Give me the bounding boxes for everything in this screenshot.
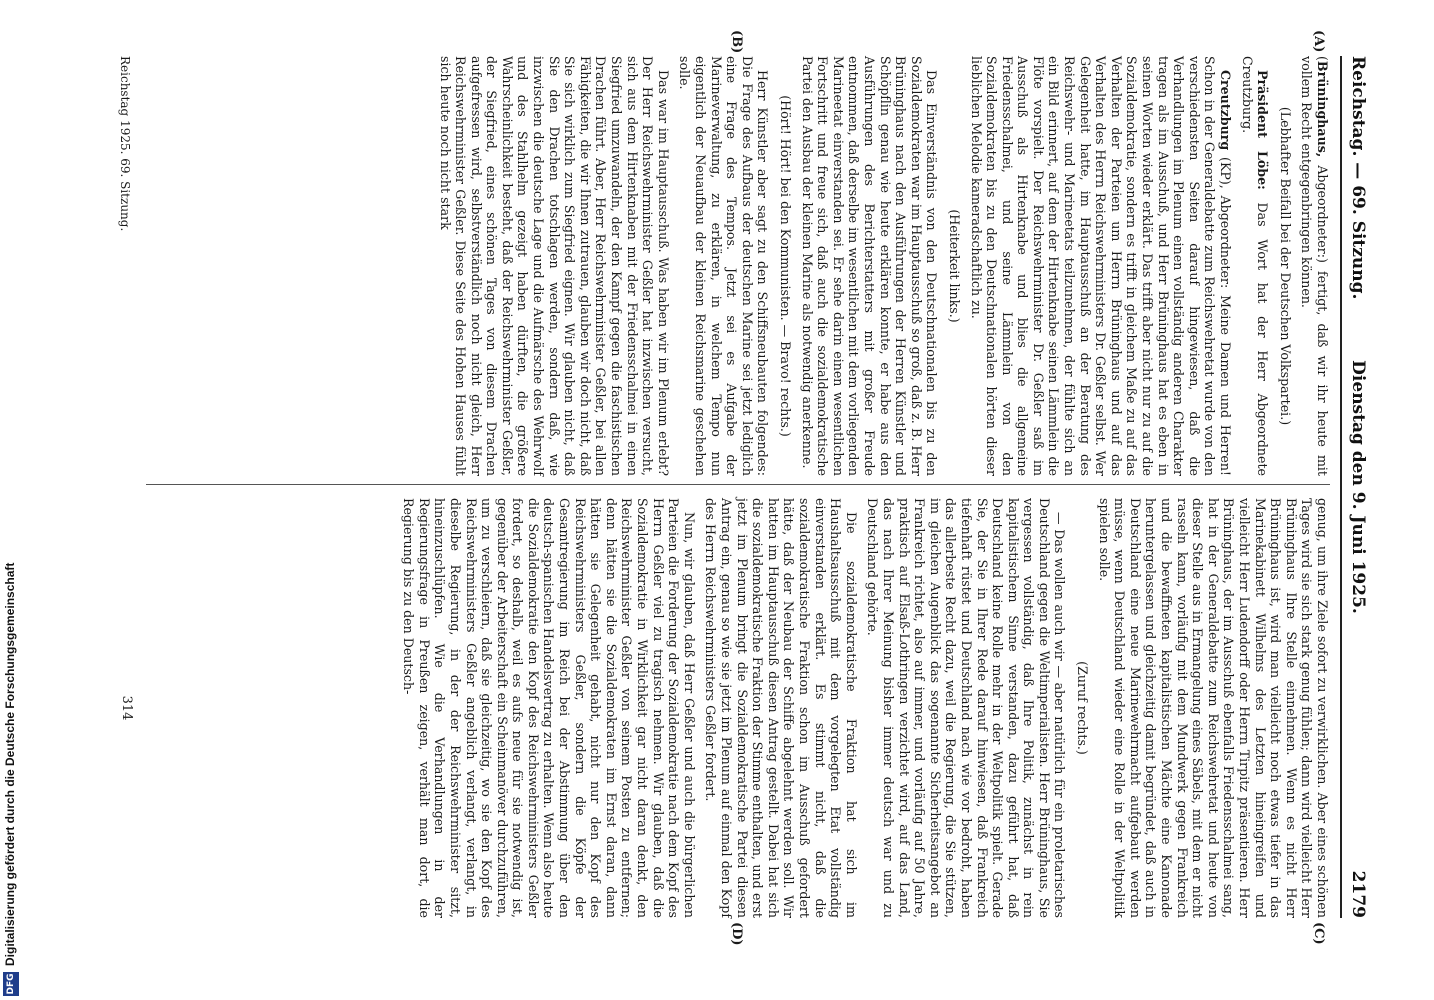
column-divider [146, 484, 1330, 485]
margin-marker-a: (A) [1311, 30, 1326, 53]
margin-marker-c: (C) [1311, 922, 1326, 945]
header-rule [1340, 56, 1342, 918]
stage-direction: (Hört! Hört! bei den Kommunisten. — Bravo! rechts.) [778, 95, 793, 437]
speaker-name: Präsident Löbe: [1255, 70, 1271, 190]
stage-direction: (Zuruf rechts.) [1075, 661, 1091, 755]
dfg-logo: DFG [3, 972, 19, 996]
paragraph-text: (KP), Abgeordneter: Meine Damen und Herren! Schon in der Generaldebatte zum Reichswehretat wurde von den verschiedensten Seiten darauf hingewiesen, daß die Verhandlungen im Plenum einen vollständig anderen Charakter tragen als im Ausschuß, und Herr Brüninghaus hat es eben in seinen Worten wieder erklärt. Das trifft aber nicht nur zu auf die Sozialdemokratie, sondern es trifft in gleichem Maße zu auf das Verhalten der Parteien um Herrn Brüninghaus und auf das Verhalten des Herrn Reichswehrministers Dr. Geßler selbst. Wer Gelegenheit hatte, im Hauptausschuß an der Beratung des Reichswehr- und Marineetats teilzunehmen, der fühlte sich an ein Bild erinnert, auf dem der Hirtenknabe seinen Lämmlein die Flöte vorspielt. Der Reichswehrminister Dr. Geßler saß im Ausschuß als Hirtenknabe und blies die allgemeine Friedensschalmei, und seine Lämmlein von den Sozialdemokraten bis zu den Deutschnationalen hörten dieser lieblichen Melodie kameradschaftlich zu. [968, 56, 1234, 476]
paragraph: Das Einverständnis von den Deutschnationalen bis zu den Sozialdemokraten war im Hauptausschuß so groß, daß z. B. Herr Brüninghaus nach den Ausführungen der Herren Künstler und Schöpflin genau wie heute erklären konnte, er habe aus den Ausführungen des Berichterstatters mit großer Freude entnommen, daß derselbe im wesentlichen mit dem vorliegenden Marineetat einverstanden sei. Er sehe darin einen wesentlichen Fortschritt und freue sich, daß auch die sozialdemokratische Partei den Ausbau der kleinen Marine als notwendig anerkenne. [799, 56, 940, 476]
paragraph: genug, um ihre Ziele sofort zu verwirklichen. Aber eines schönen Tages wird sie sich stark genug fühlen; dann wird vielleicht Herr Brüninghaus Ihre Stelle einnehmen. Wenn es nicht Herr Brüninghaus ist, wird man vielleicht noch etwas tiefer in das Marinekabinett Wilhelms des Letzten hineingreifen und vielleicht Herr Ludendorff oder Herrn Tirpitz präsentieren. Herr Brüninghaus, der im Ausschuß ebenfalls Friedensschalmei sang, hat in der Generaldebatte zum Reichswehretat und heute von dieser Stelle aus in Ermangelung eines Säbels, mit dem er nicht rasseln kann, vorläufig mit dem Mundwerk gegen Frankreich und die bewaffneten kapitalistischen Mächte eine Kanonade heruntergelassen und gleichzeitig damit begründet, daß auch in Deutschland eine neue Marinewehrmacht aufgebaut werden müsse, wenn Deutschland wieder eine Rolle in der Weltpolitik spielen solle. [1096, 498, 1330, 918]
paragraph: Herr Künstler aber sagt zu den Schiffsneubauten folgendes: Die Frage des Aufbaus der deutschen Marine sei jetzt lediglich eine Frage des Tempos. Jetzt sei es Aufgabe der Marineverwaltung, zu erklären, in welchem Tempo nun eigentlich der Neuaufbau der kleinen Reichsmarine geschehen solle. [677, 56, 771, 476]
credit-text: Digitalisierung gefördert durch die Deutsche Forschungsgemeinschaft [3, 562, 17, 966]
page-header [1342, 56, 1368, 918]
digitization-credit [0, 0, 22, 1000]
paragraph-text: Das Wort hat der Herr Abgeordnete Creutzburg. [1239, 56, 1271, 476]
paragraph: (Brüninghaus, Abgeordneter:) fertigt, daß wir ihr heute mit vollem Recht entgegenbringen können. [1299, 56, 1330, 476]
margin-marker-b: (B) [729, 30, 744, 54]
speaker-name: Creutzburg [1218, 70, 1234, 151]
text-column-left [431, 56, 1330, 476]
text-column-right [395, 498, 1330, 918]
paragraph: — Das wollen auch wir — aber natürlich für ein proletarisches Deutschland gegen die Weltimperialisten. Herr Brüninghaus, Sie vergessen vollständig, daß Ihre Politik, zunächst in rein kapitalistischem Sinne verstanden, dazu geführt hat, daß Deutschland keine Rolle mehr in der Weltpolitik spielt. Gerade Sie, der Sie in Ihrer Rede darauf hinwiesen, daß Frankreich tiefenhaft rüstet und Deutschland nach wie vor bedroht, haben das allerbeste Recht dazu, weil die Regierung, die Sie stützen, im gleichen Augenblick das sogenannte Sicherheitsangebot an Frankreich richtet, also auf immer, und vorläufig auf 50 Jahre, praktisch auf Elsaß-Lothringen verzichtet wird, auf das Land, das nach Ihrer Meinung bisher immer deutsch war und zu Deutschland gehörte. [865, 498, 1068, 918]
stage-direction: (Lebhafter Beifall bei der Deutschen Volkspartei.) [1277, 106, 1293, 426]
speaker-role: Abgeordneter: [1315, 165, 1330, 258]
header-page-number: 2179 [1348, 870, 1368, 918]
paragraph: Die sozialdemokratische Fraktion hat sich im Haushaltsausschuß mit dem vorgelegten Etat vollständig einverstanden erklärt. Es stimmt nicht, daß die sozialdemokratische Fraktion schon im Ausschuß gefordert hätte, daß der Neubau der Schiffe abgelehnt werden soll. Wir hatten im Hauptausschuß diesen Antrag gestellt. Dabei hat sich die sozialdemokratische Fraktion der Stimme enthalten, und erst jetzt im Plenum bringt die Sozialdemokratische Partei diesen Antrag ein, genau so wie sie jetzt im Plenum auf einmal den Kopf des Herrn Reichswehrministers Geßler fordert. [703, 498, 859, 918]
speaker-name: Brüninghaus, [1315, 60, 1330, 158]
header-date: Dienstag den 9. Juni 1925. [1348, 360, 1368, 614]
margin-marker-d: (D) [729, 922, 744, 946]
stage-direction: (Heiterkeit links.) [946, 209, 962, 323]
paragraph [1239, 56, 1270, 476]
header-session: Reichstag. — 69. Sitzung. [1348, 56, 1368, 300]
paragraph: Das war im Hauptausschuß. Was haben wir im Plenum erlebt? Der Herr Reichswehrminister Geßler hat inzwischen versucht, sich aus dem Hirtenknaben mit der Friedensschalmei in einen Siegfried umzuwandeln, der den Kampf gegen die faschistischen Drachen führt. Aber, Herr Reichswehrminister Geßler, bei allen Fähigkeiten, die wir Ihnen zutrauen, glauben wir doch nicht, daß Sie sich wirklich zum Siegfried eignen. Wir glauben nicht, daß Sie den Drachen totschlagen werden, sondern daß, wie inzwischen die deutsche Lage und die Aufmärsche des Wehrwolf und des Stahlhelm gezeigt haben dürften, die größere Wahrscheinlichkeit besteht, daß der Reichswehrminister Geßler, der Siegfried, eines schönen Tages von diesem Drachen aufgefressen wird, selbstverständlich noch nicht gleich, Herr Reichswehrminister Geßler. Diese Seite des Hohen Hauses fühlt sich heute noch nicht stark [437, 56, 671, 476]
paragraph [968, 56, 1233, 476]
paragraph: Nun, wir glauben, daß Herr Geßler und auch die bürgerlichen Parteien die Forderung der Sozialdemokratie nach dem Kopf des Herrn Geßler viel zu tragisch nehmen. Wir glauben, daß die Sozialdemokratie in Wirklichkeit gar nicht daran denkt, den Reichswehrminister Geßler von seinem Posten zu entfernen; denn hätten sie die Sozialdemokraten im Ernst daran, dann hätten sie Gelegenheit gehabt, nicht nur den Kopf des Reichswehrministers Geßler, sondern die Köpfe der Gesamtregierung im Reich bei der Abstimmung über den deutsch-spanischen Handelsvertrag zu erhalten. Wenn also heute die Sozialdemokratie den Kopf des Reichswehrministers Geßler fordert, so deshalb, weil es aufs neue für sie notwendig ist, gegenüber der Arbeiterschaft ein Scheinmanöver durchzuführen, um zu verschleiern, daß sie gleichzeitig, wo sie den Kopf des Reichswehrministers Geßler angeblich verlangt, verlangt, in dieselbe Regierung, in der der Reichswehrminister sitzt, hineinzuschlüpfen. Wie die Verhandlungen in der Regierungsfrage in Preußen zeigen, verhält man dort, die Regierung bis zu den Deutsch- [401, 498, 697, 918]
paragraph-text: fertigt, daß wir ihr heute mit vollem Recht entgegenbringen können. [1299, 56, 1330, 476]
footer-sheet-number: 314 [119, 695, 134, 721]
footer-session: Reichstag 1925. 69. Sitzung. [118, 56, 132, 232]
